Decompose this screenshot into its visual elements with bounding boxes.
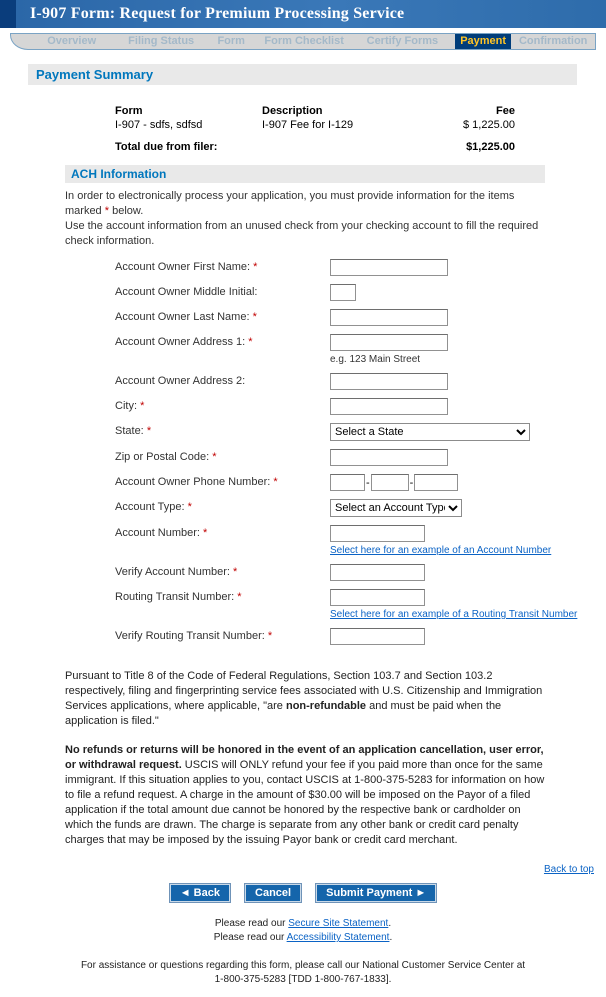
step-tabbar <box>10 33 596 50</box>
field-row-zip: Zip or Postal Code: * <box>0 449 606 466</box>
account-number-input[interactable] <box>330 525 425 542</box>
field-row-state: State: * Select a State <box>0 423 606 441</box>
ach-intro-line2: Use the account information from an unused check from your checking account to fill the required check information. <box>65 220 539 247</box>
field-row-address1: Account Owner Address 1: * e.g. 123 Main Street <box>0 334 606 365</box>
ach-form <box>0 259 606 645</box>
page-footer <box>0 917 606 997</box>
middle-initial-label: Account Owner Middle Initial: <box>115 286 258 298</box>
phone-dash: - <box>409 476 414 489</box>
tab-confirmation[interactable]: Confirmation <box>518 35 588 47</box>
phone-prefix-input[interactable] <box>371 474 409 491</box>
tab-form-checklist[interactable]: Form Checklist <box>264 35 344 47</box>
field-row-routing-number: Routing Transit Number: * Select here for an example of a Routing Transit Number <box>115 591 578 620</box>
secure-site-statement-link[interactable]: Secure Site Statement <box>288 918 389 929</box>
field-row-account-number: Account Number: * Select here for an example of an Account Number <box>115 527 552 556</box>
account-number-example-link[interactable]: Select here for an example of an Account Number <box>330 545 552 556</box>
verify-account-number-label: Verify Account Number: <box>115 566 230 578</box>
city-input[interactable] <box>330 398 448 415</box>
assistance-note: For assistance or questions regarding this form, please call our National Customer Service Center at 1-800-375-5283 [TDD 1-800-767-1833]. <box>80 960 526 985</box>
app-banner <box>0 0 606 28</box>
payment-summary-heading: Payment Summary <box>28 64 577 85</box>
field-row-last-name: Account Owner Last Name: * <box>0 309 606 326</box>
verify-routing-number-input[interactable] <box>330 628 425 645</box>
accessibility-statement-link[interactable]: Accessibility Statement <box>286 932 390 943</box>
routing-number-input[interactable] <box>330 589 425 606</box>
state-label: State: <box>115 425 144 437</box>
tab-overview[interactable]: Overview <box>47 35 97 47</box>
back-button[interactable]: ◄ Back <box>169 883 231 903</box>
field-row-verify-routing-number: Verify Routing Transit Number: * <box>0 628 606 645</box>
secure-site-line: Please read our Secure Site Statement. <box>214 918 392 929</box>
routing-number-label: Routing Transit Number: <box>115 591 235 603</box>
field-row-middle-initial <box>0 284 606 301</box>
back-to-top-link[interactable]: Back to top <box>543 864 594 875</box>
fee-table-header-fee: Fee <box>496 105 515 117</box>
zip-label: Zip or Postal Code: <box>115 451 210 463</box>
fee-row-fee: $ 1,225.00 <box>463 119 515 131</box>
field-row-account-type: Account Type: * Select an Account Type <box>0 499 606 517</box>
last-name-label: Account Owner Last Name: <box>115 311 250 323</box>
legal-paragraph-2: No refunds or returns will be honored in the event of an application cancellation, user error, or withdrawal request. USCIS will ONLY refund your fee if you paid more than once for the same immigrant. If this situation applies to you, contact USCIS at 1-800-375-5283 for information on how to file a refund request. A charge in the amount of $30.00 will be imposed on the Payor of a filed application if the total amount due cannot be honored by the respective bank or cardholder on which the funds are drawn. The charge is separate from any other bank or credit card penalty charges that may be imposed by the issuing Payor bank or credit card merchant. <box>65 744 545 846</box>
routing-number-example-link[interactable]: Select here for an example of a Routing Transit Number <box>330 609 578 620</box>
ach-information-heading: ACH Information <box>65 165 545 183</box>
fee-total-value: $1,225.00 <box>466 141 515 153</box>
verify-routing-number-label: Verify Routing Transit Number: <box>115 630 265 642</box>
tab-payment[interactable]: Payment <box>455 33 511 50</box>
fee-row-description: I-907 Fee for I-129 <box>262 119 354 131</box>
last-name-input[interactable] <box>330 309 448 326</box>
verify-account-number-input[interactable] <box>330 564 425 581</box>
first-name-input[interactable] <box>330 259 448 276</box>
field-row-verify-account-number: Verify Account Number: * <box>0 564 606 581</box>
phone-dash: - <box>366 476 370 489</box>
legal-paragraph-1: Pursuant to Title 8 of the Code of Federal Regulations, Section 103.7 and Section 103.2 respectively, filing and fingerprinting service fees associated with U.S. Citizenship and Immigration Services applications, where applicable, "are non-refundable and must be paid when the application is filed." <box>65 670 543 727</box>
field-row-first-name: Account Owner First Name: * <box>0 259 606 276</box>
page-title: I-907 Form: Request for Premium Processing Service <box>30 5 405 22</box>
field-row-city: City: * <box>0 398 606 415</box>
address2-label: Account Owner Address 2: <box>115 375 246 387</box>
required-asterisk: * <box>104 205 110 217</box>
cancel-button[interactable]: Cancel <box>244 883 302 903</box>
middle-initial-input[interactable] <box>330 284 356 301</box>
address1-label: Account Owner Address 1: <box>115 336 246 348</box>
fee-table-header-description: Description <box>262 105 323 117</box>
field-row-phone: Account Owner Phone Number: * - - <box>0 474 606 491</box>
field-row-address2 <box>0 373 606 390</box>
fee-total-label: Total due from filer: <box>115 141 218 153</box>
phone-area-input[interactable] <box>330 474 365 491</box>
first-name-label: Account Owner First Name: <box>115 261 251 273</box>
tab-filing-status[interactable]: Filing Status <box>128 35 195 47</box>
fee-total-row <box>115 141 515 153</box>
zip-input[interactable] <box>330 449 448 466</box>
ach-intro-line1: In order to electronically process your application, you must provide information for the items marked <box>65 190 515 217</box>
account-type-select[interactable] <box>330 499 462 517</box>
address1-input[interactable] <box>330 334 448 351</box>
ach-intro: In order to electronically process your application, you must provide information for the items marked * below. Use the account information from an unused check from your checking account to fill the required check information. <box>65 190 539 247</box>
address1-hint: e.g. 123 Main Street <box>330 354 421 365</box>
account-number-label: Account Number: <box>115 527 200 539</box>
tab-form[interactable]: Form <box>217 35 245 47</box>
phone-label: Account Owner Phone Number: <box>115 476 271 488</box>
fee-table <box>115 105 515 153</box>
tab-certify-forms[interactable]: Certify Forms <box>366 35 439 47</box>
address2-input[interactable] <box>330 373 448 390</box>
account-type-label: Account Type: <box>115 501 185 513</box>
state-select[interactable] <box>330 423 530 441</box>
fee-table-header-form: Form <box>115 105 143 117</box>
submit-payment-button[interactable]: Submit Payment ► <box>315 883 437 903</box>
city-label: City: <box>115 400 137 412</box>
phone-line-input[interactable] <box>414 474 458 491</box>
fee-row-form: I-907 - sdfs, sdfsd <box>115 119 203 131</box>
action-button-row <box>0 883 606 903</box>
accessibility-line: Please read our Accessibility Statement. <box>213 932 393 943</box>
